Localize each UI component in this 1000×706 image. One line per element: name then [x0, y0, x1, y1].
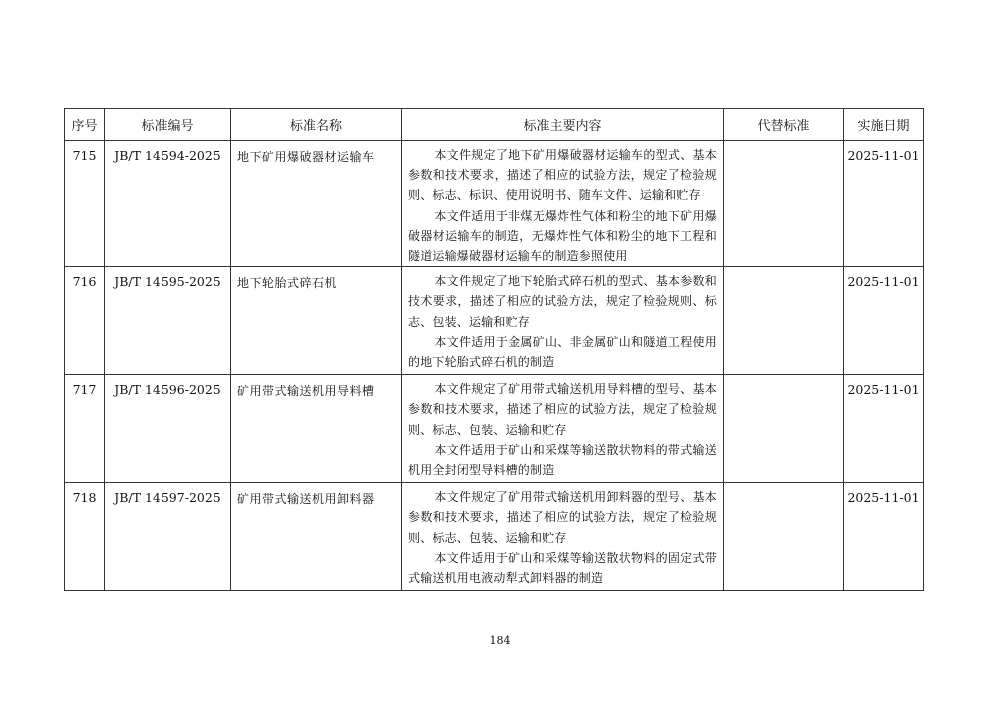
content-scope-paragraph: 本文件规定了矿用带式输送机用导料槽的型号、基本参数和技术要求，描述了相应的试验方法，规定了检验规则、标志、包装、运输和贮存	[408, 382, 717, 437]
standards-table	[64, 108, 924, 591]
row-content	[402, 141, 724, 267]
row-code: JB/T 14595-2025	[105, 267, 231, 375]
page-number: 184	[489, 634, 511, 647]
row-name: 地下矿用爆破器材运输车	[231, 141, 402, 267]
row-seq: 717	[65, 375, 105, 483]
header-name: 标准名称	[231, 109, 402, 141]
row-code: JB/T 14594-2025	[105, 141, 231, 267]
content-scope-paragraph: 本文件规定了地下矿用爆破器材运输车的型式、基本参数和技术要求，描述了相应的试验方法，规定了检验规则、标志、标识、使用说明书、随车文件、运输和贮存	[408, 148, 717, 203]
row-name: 矿用带式输送机用卸料器	[231, 483, 402, 591]
row-seq: 716	[65, 267, 105, 375]
row-replaces	[724, 267, 844, 375]
table-header-row	[65, 109, 924, 141]
header-seq: 序号	[65, 109, 105, 141]
row-replaces	[724, 141, 844, 267]
row-seq: 718	[65, 483, 105, 591]
header-code: 标准编号	[105, 109, 231, 141]
content-applicability-paragraph: 本文件适用于矿山和采煤等输送散状物料的带式输送机用全封闭型导料槽的制造	[408, 442, 717, 478]
row-date: 2025-11-01	[844, 267, 924, 375]
header-date: 实施日期	[844, 109, 924, 141]
row-content	[402, 483, 724, 591]
row-content	[402, 375, 724, 483]
content-scope-paragraph: 本文件规定了地下轮胎式碎石机的型式、基本参数和技术要求，描述了相应的试验方法，规定了检验规则、标志、包装、运输和贮存	[408, 274, 717, 329]
row-date: 2025-11-01	[844, 141, 924, 267]
row-replaces	[724, 375, 844, 483]
table-row	[65, 375, 924, 483]
row-code: JB/T 14596-2025	[105, 375, 231, 483]
row-seq: 715	[65, 141, 105, 267]
header-content: 标准主要内容	[402, 109, 724, 141]
table-row	[65, 267, 924, 375]
content-applicability-paragraph: 本文件适用于矿山和采煤等输送散状物料的固定式带式输送机用电液动犁式卸料器的制造	[408, 550, 717, 586]
row-replaces	[724, 483, 844, 591]
row-code: JB/T 14597-2025	[105, 483, 231, 591]
row-date: 2025-11-01	[844, 375, 924, 483]
row-name: 矿用带式输送机用导料槽	[231, 375, 402, 483]
table-row	[65, 141, 924, 267]
header-replaces: 代替标准	[724, 109, 844, 141]
content-applicability-paragraph: 本文件适用于金属矿山、非金属矿山和隧道工程使用的地下轮胎式碎石机的制造	[408, 334, 717, 370]
row-name: 地下轮胎式碎石机	[231, 267, 402, 375]
row-content	[402, 267, 724, 375]
row-date: 2025-11-01	[844, 483, 924, 591]
table-row	[65, 483, 924, 591]
content-applicability-paragraph: 本文件适用于非煤无爆炸性气体和粉尘的地下矿用爆破器材运输车的制造，无爆炸性气体和粉尘的地下工程和隧道运输爆破器材运输车的制造参照使用	[408, 208, 717, 264]
content-scope-paragraph: 本文件规定了矿用带式输送机用卸料器的型号、基本参数和技术要求，描述了相应的试验方法，规定了检验规则、标志、包装、运输和贮存	[408, 490, 717, 545]
